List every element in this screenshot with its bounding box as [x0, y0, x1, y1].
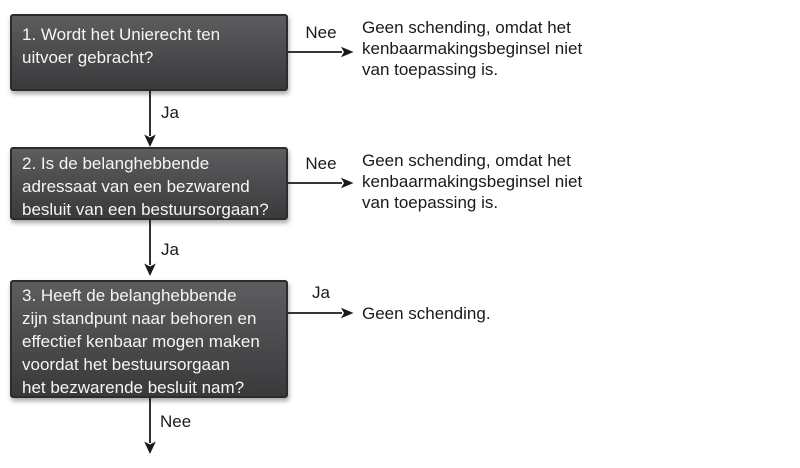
question-box-3-text: 3. Heeft de belanghebbende zijn standpunt naar behoren en effectief kenbaar mogen maken voordat het bestuursorgaan het bezwarende besluit nam?	[22, 286, 260, 397]
branch-arrow-3	[288, 307, 354, 319]
result-text-3: Geen schending.	[362, 304, 491, 323]
result-text-2: Geen schending, omdat het kenbaarmakingsbeginsel niet van toepassing is.	[362, 151, 583, 212]
question-box-2	[10, 147, 288, 220]
question-box-3	[10, 280, 288, 398]
down-label-1: Ja	[161, 103, 179, 122]
branch-label-3: Ja	[312, 283, 330, 302]
result-text-1: Geen schending, omdat het kenbaarmakingsbeginsel niet van toepassing is.	[362, 18, 583, 79]
branch-label-1: Nee	[305, 23, 337, 42]
branch-arrow-1	[288, 46, 354, 58]
question-box-1	[10, 14, 288, 91]
question-box-1-text: 1. Wordt het Unierecht ten uitvoer gebracht?	[22, 25, 221, 67]
down-label-3: Nee	[160, 412, 192, 431]
down-label-2: Ja	[161, 240, 179, 259]
question-box-2-text: 2. Is de belanghebbende adressaat van een bezwarend besluit van een bestuursorgaan?	[22, 154, 269, 219]
down-arrow-3	[143, 398, 157, 454]
branch-label-2: Nee	[305, 154, 337, 173]
branch-arrow-2	[288, 177, 354, 189]
down-arrow-2	[143, 220, 157, 276]
down-arrow-1	[143, 91, 157, 147]
